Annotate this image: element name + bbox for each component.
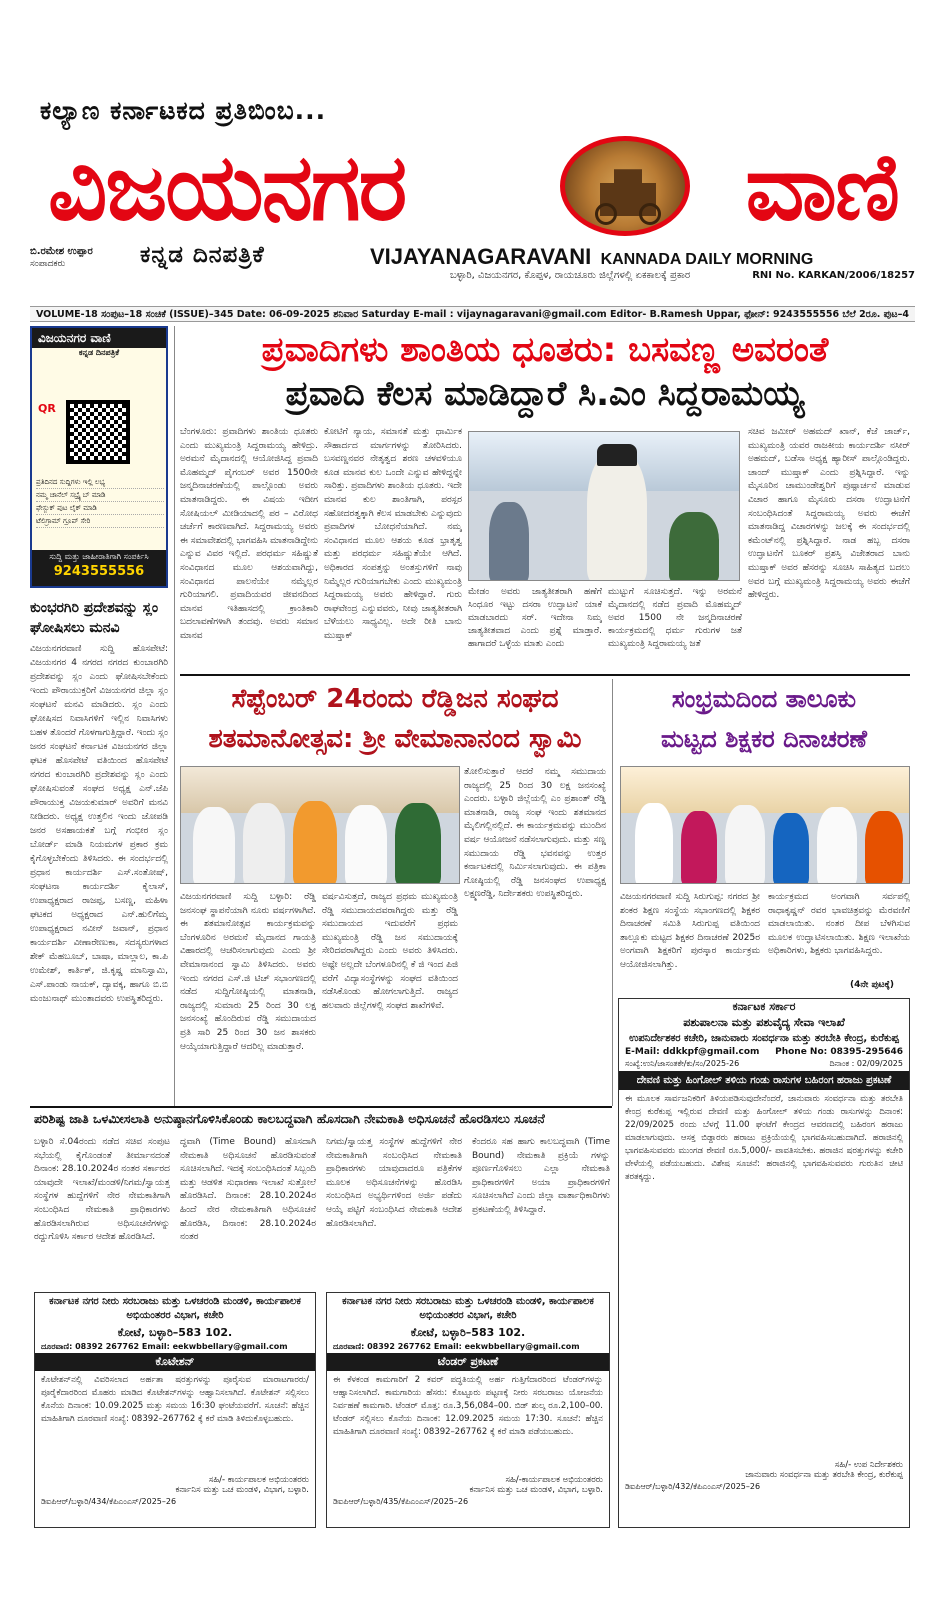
notice-ref-number: ಸಂಖ್ಯೆ:ಉನಿ/ಜಾಸಂತಕೇ/ಕು/ಸಂ/2025-26 [625, 1059, 740, 1068]
story2-photo [180, 766, 460, 884]
lead-photo [468, 431, 740, 581]
lead-photo-caption-continued: ಮುಟ್ಟುಗೆ ಸೂಚಿಸುತ್ತದೆ. ಇನ್ನು ಅರಮನೆ ಮೈದಾನದಲ್ಲಿ ನಡೆದ ಪ್ರವಾದಿ ಮೊಹಮ್ಮದ್ ಅವರ 1500 ನೇ ಜನ್ಮದಿನಾಚರಣೆ ಕಾರ್ಯಕ್ರಮದಲ್ಲಿ ಧರ್ಮ ಗುರುಗಳ ಜತೆ ಮುಖ್ಯಮಂತ್ರಿ ಸಿದ್ದರಾಮಯ್ಯ ಜತೆ [608, 587, 742, 649]
left-sidebar [30, 326, 168, 1242]
notice-b-title-bar: ಟೆಂಡರ್ ಪ್ರಕಟಣೆ [327, 1353, 609, 1371]
notice-title-bar: ದೇವಣಿ ಮತ್ತು ಹಿಂಗೋಲ್ ತಳಿಯ ಗಂಡು ರಾಸುಗಳ ಬಹಿರಂಗ ಹರಾಜು ಪ್ರಕಟಣೆ [619, 1071, 909, 1090]
promo-phone-number: 9243555556 [53, 564, 145, 579]
issue-info-bar: VOLUME-18 ಸಂಪುಟ–18 ಸಂಚಿಕೆ (ISSUE)–345 Date: 06-09-2025 ಶನಿವಾರ Saturday E-mail : vijaynagaravani@gmail.com Editor- B.Ramesh Uppar, ಫೋನ್: 9243555556 ಬೆಲೆ 2ರೂ. ಪುಟ–4 [30, 306, 915, 322]
masthead-title-right: ವಾಣಿ [745, 133, 898, 241]
story4-column-4: ಕೆಂದರೂ ಸಹ ಹಾಗು ಕಾಲಬದ್ಧವಾಗಿ (Time Bound) ನೇಮಕಾತಿ ಪ್ರಕ್ರಿಯೆ ಗಳನ್ನು ಪೂರ್ಣಗೊಳಿಸಲು ಎಲ್ಲಾ ನೇಮಕಾತಿ ಪ್ರಾಧಿಕಾರಗಳಿಗೆ ಅಯಾ ಪ್ರಾಧಿಕಾರಗಳಿಗೆ ಸೂಚಿಸಲಾಗಿದೆ ಎಂದು ಜಿಲ್ಲಾ ವಾರ್ತಾಧಿಕಾರಿಗಳು ಪ್ರಕಟಣೆಯಲ್ಲಿ ತಿಳಿಸಿದ್ದಾರೆ. [472, 1137, 610, 1215]
notice-a-header: ಕರ್ನಾಟಕ ನಗರ ನೀರು ಸರಬರಾಜು ಮತ್ತು ಒಳಚರಂಡಿ ಮಂಡಳಿ, ಕಾರ್ಯಪಾಲಕ ಅಭಿಯಂತರರ ವಿಭಾಗ, ಕಚೇರಿ [49, 1296, 301, 1321]
notice-a-signer: ಸಹಿ/- ಕಾರ್ಯಪಾಲಕ ಅಭಿಯಂತರರು [208, 1475, 309, 1485]
lead-headline-line1: ಪ್ರವಾದಿಗಳು ಶಾಂತಿಯ ಧೂತರು: ಬಸವಣ್ಣ ಅವರಂತೆ [261, 330, 829, 370]
lead-photo-caption: ಮೇಡಂ ಅವರು ಜಾತ್ಯತೀತರಾಗಿ ಹಣೆಗೆ ಸಿಂಧೂರ ಇಟ್ಟು ದಸರಾ ಉದ್ಘಾಟನೆ ಯಾಕೆ ಮಾಡಬಾರದು ಸರ್. ಇದೇನಾ ನಿಮ್ಮ ಜಾತ್ಯತೀತವಾದ ಎಂದು ಪ್ರಶ್ನೆ ಮಾಡ್ತಾರೆ. ಹಾಗಾದರೆ ಒಳ್ಳೆಯ ಮಾತು ಎಂದು [468, 587, 602, 649]
notice-body: ಈ ಮೂಲಕ ಸಾರ್ವಜನಿಕರಿಗೆ ತಿಳಿಯಪಡಿಸುವುದೇನೆಂದರೆ, ಜಾನುವಾರು ಸಂವರ್ಧನಾ ಮತ್ತು ತರಬೇತಿ ಕೇಂದ್ರ ಕುರೆಕುಪ್ಪ ಇಲ್ಲಿರುವ ದೇವಣಿ ಮತ್ತು ಹಿಂಗೋಲ್ ತಳಿಯ ಗಂಡು ರಾಸುಗಳನ್ನು ದಿನಾಂಕ: 22/09/2025 ರಂದು ಬೆಳಗ್ಗೆ 11.00 ಘಂಟೆಗೆ ಕೇಂದ್ರದ ಆವರಣದಲ್ಲಿ ಬಹಿರಂಗ ಹರಾಜು ಮಾಡಲಾಗುವುದು. ಆಸಕ್ತ ಬಿಡ್ದಾರರು ಹರಾಜು ಪ್ರಕ್ರಿಯೆಯಲ್ಲಿ ಭಾಗವಹಿಸಬಹುದಾಗಿದೆ. ಹರಾಜಿನಲ್ಲಿ ಭಾಗವಹಿಸುವವರು ಮುಂಗಡ ಠೇವಣಿ ರೂ.5,000/- ಪಾವತಿಸಬೇಕು. ಹರಾಜಿನ ಷರತ್ತುಗಳನ್ನು ಕಚೇರಿ ವೇಳೆಯಲ್ಲಿ ಪಡೆಯಬಹುದು. ವಿಶೇಷ ಸೂಚನೆ: ಹರಾಜಿನಲ್ಲಿ ಭಾಗವಹಿಸುವವರು ಗುರುತಿನ ಚೀಟಿ ತರತಕ್ಕದ್ದು. [625, 1094, 903, 1182]
rni-number: RNI No. KARKAN/2006/18257 [752, 270, 915, 281]
section-rule [180, 674, 910, 676]
livestock-auction-notice [618, 998, 910, 1528]
notice-office: ಉಪನಿರ್ದೇಶಕರ ಕಚೇರಿ, ಜಾನುವಾರು ಸಂವರ್ಧನಾ ಮತ್ತು ತರಬೇತಿ ಕೇಂದ್ರ, ಕುರೆಕುಪ್ಪ [629, 1033, 899, 1044]
qr-label: QR [38, 402, 56, 415]
notice-a-body: ಕೊಟೇಶನ್‌ನಲ್ಲಿ ವಿವರಿಸಲಾದ ಅರ್ಹತಾ ಷರತ್ತುಗಳನ್ನು ಪೂರೈಸುವ ಮಾರಾಟಗಾರರು/ಪೂರೈಕೆದಾರರಿಂದ ಮೊಹರು ಮಾಡಿದ ಕೊಟೇಶನ್‌ಗಳನ್ನು ಆಹ್ವಾನಿಸಲಾಗಿದೆ. ಕೊಟೇಶನ್ ಸಲ್ಲಿಸಲು ಕೊನೆಯ ದಿನಾಂಕ: 10.09.2025 ಮತ್ತು ಸಮಯ 16:30 ಘಂಟೆಯವರೆಗೆ. ಸೂಚನೆ: ಹೆಚ್ಚಿನ ಮಾಹಿತಿಗಾಗಿ ದೂರವಾಣಿ ಸಂಖ್ಯೆ: 08392–267762 ಕ್ಕೆ ಕರೆ ಮಾಡಿ ತಿಳಿದುಕೊಳ್ಳಬಹುದು. [41, 1375, 309, 1424]
notice-b-header: ಕರ್ನಾಟಕ ನಗರ ನೀರು ಸರಬರಾಜು ಮತ್ತು ಒಳಚರಂಡಿ ಮಂಡಳಿ, ಕಾರ್ಯಪಾಲಕ ಅಭಿಯಂತರರ ವಿಭಾಗ, ಕಚೇರಿ [342, 1296, 594, 1321]
english-masthead [370, 244, 813, 270]
quotation-notice [34, 1292, 316, 1528]
notice-contacts [619, 1047, 909, 1057]
promo-lines [36, 476, 164, 528]
promo-box [30, 326, 168, 588]
promo-line: ಟೆಲಿಗ್ರಾಮ್ ಗ್ರೂಪ್ ಸೇರಿ [36, 515, 164, 528]
story2-headline-line1: ಸೆಪ್ಟೆಂಬರ್ 24ರಂದು ರೆಡ್ಡಿಜನ ಸಂಘದ [231, 684, 559, 714]
side-story-body: ವಿಜಯನಗರವಾಣಿ ಸುದ್ದಿ ಹೊಸಪೇಟೆ: ವಿಜಯನಗರ 4 ನಗರದ ನಗರದ ಕುಂಬಾರಗಿರಿ ಪ್ರದೇಶವನ್ನು ಸ್ಲಂ ಎಂದು ಘೋಷಿಸಬೇಕೆಂದು ಇಂದು ಪೌರಾಯುಕ್ತರಿಗೆ ವಿಜಯನಗರ ಜಿಲ್ಲಾ ಸ್ಲಂ ಸಂಘಟನೆ ಮನವಿ ಮಾಡಿದರು. ಸ್ಲಂ ಎಂದು ಘೋಷಿಸದ ನಿವಾಸಿಗಳಿಗೆ ಇಲ್ಲಿನ ನಿವಾಸಿಗಳು ಬಹಳ ತೊಂದರೆ ಗೊಳಗಾಗುತ್ತಿದ್ದಾರೆ. ಇಂದು ಸ್ಲಂ ಜನರ ಸಂಘಟನೆ ಕರ್ನಾಟಕ ವಿಜಯನಗರ ಜಿಲ್ಲಾ ಘಟಕ ಹೊಸಪೇಟೆ ವತಿಯಿಂದ ಹೊಸಪೇಟೆ ನಗರದ ಕುಂಬಾರಗಿರಿ ಪ್ರದೇಶವನ್ನು ಸ್ಲಂ ಎಂದು ಘೋಷಿಸುವಂತೆ ಸಂಘದ ಅಧ್ಯಕ್ಷ ಎನ್.ಜೆಪಿ ಪೌರಾಯುಕ್ತ ವಿಜಯಕುಮಾರ್ ಅವರಿಗೆ ಮನವಿ ನೀಡಿದರು. ಅಧ್ಯಕ್ಷ ಉತ್ತಲಿನ ಇಂದು ಜೋಪಡಿ ಜನರ ಅಸಹಾಯಕತೆ ಬಗ್ಗೆ ಗಂಭೀರ ಸ್ಲಂ ಬೋರ್ಡ್ ಮಾಡಿ ನಿಯಮಗಳ ಪ್ರಕಾರ ಕ್ರಮ ಕೈಗೊಳ್ಳಬೇಕೆಂದು ತಿಳಿಸಿದರು. ಈ ಸಂದರ್ಭದಲ್ಲಿ ಪ್ರಧಾನ ಕಾರ್ಯದರ್ಶಿ ಎಸ್.ಸಂತೋಷ್, ಸಂಘಟನಾ ಕಾರ್ಯದರ್ಶಿ ಕೈಲಾಸ್, ಉಪಾಧ್ಯಕ್ಷರಾದ ರಾಜಪ್ಪ, ಬಸಣ್ಣ, ಮಹಿಳಾ ಘಟಕದ ಅಧ್ಯಕ್ಷರಾದ ಎನ್.ಹುಲಿಗೆಮ್ಮ ಉಪಾಧ್ಯಕ್ಷರಾದ ನವೀನ್ ಜವಾನ್, ಪ್ರಧಾನ ಕಾರ್ಯದರ್ಶಿ ವೀಣಾರೇಣುಕಾ, ಸದಸ್ಯರುಗಳಾದ ಶೇಕ್ ಮೆಹಬೂಬ್, ಬಾಷಾ, ಮಾಲ್ಲಾಲ, ಕಾ.ಪಿ ಉಮೇಶ್, ಕಾರ್ತಿಕ್, ಜಿ.ಕೃಷ್ಣ ಮಾನಿಸ್ವಾಮಿ, ಎಸ್.ಪಾಂಡು ನಾಯಕ್, ದ್ಯಾವಕ್ಕ, ಹಾಗೂ ಬಿ.ಬಿ ಮಂಜುನಾಥ್ ಮುಂತಾದವರು ಉಪಸ್ಥಿತರಿದ್ದರು. [30, 644, 168, 1004]
masthead-subrow [30, 242, 915, 286]
promo-line: ಪ್ರತಿದಿನದ ಸುದ್ದಿಗಳು ಇಲ್ಲಿ ಲಭ್ಯ [36, 476, 164, 489]
lead-headline-line2: ಪ್ರವಾದಿ ಕೆಲಸ ಮಾಡಿದ್ದಾರೆ ಸಿ.ಎಂ ಸಿದ್ದರಾಮಯ್ಯ [285, 374, 805, 414]
lead-headline [180, 328, 910, 416]
story2-headline-line2: ಶತಮಾನೋತ್ಸವ: ಶ್ರೀ ವೇಮಾನಾನಂದ ಸ್ವಾಮಿ [208, 724, 582, 754]
qr-code-icon[interactable] [66, 400, 130, 464]
story2-headline [180, 679, 610, 759]
circulation-regions: ಬಳ್ಳಾರಿ, ವಿಜಯನಗರ, ಕೊಪ್ಪಳ, ರಾಯಚೂರು ಜಿಲ್ಲೆಗಳಲ್ಲಿ ಏಕಕಾಲಕ್ಕೆ ಪ್ರಕಾರ [450, 270, 691, 281]
notice-b-address: ಕೋಟೆ, ಬಳ್ಳಾರಿ–583 102. [410, 1326, 526, 1339]
notice-b-contact: ದೂರವಾಣಿ: 08392 267762 Email: eekwbbellary@gmail.com [333, 1342, 580, 1351]
story2-column-3: ತೋಲಿಸುತ್ತಾರೆ ಆದರೆ ನಮ್ಮ ಸಮುದಾಯ ರಾಜ್ಯದಲ್ಲಿ 25 ರಿಂದ 30 ಲಕ್ಷ ಜನಸಂಖ್ಯೆ ಎಂದರು. ಬಳ್ಳಾರಿ ಜಿಲ್ಲೆಯಲ್ಲಿ ಎಂ ಪ್ರಶಾಂತ್ ರೆಡ್ಡಿ ಮಾತನಾಡಿ, ರಾಜ್ಯ ಸಂಘ ಇಂದು ಶತಮಾನದ ಮೈಲಿಗಲ್ಲಿನಲ್ಲಿದೆ. ಈ ಕಾರ್ಯಕ್ರಮವನ್ನು ಮುಂದಿನ ವರ್ಷ ಆಯೋಜನೆ ನಡೆಸಲಾಗುವುದು. ಮತ್ತು ಸಣ್ಣ ಸಮುದಾಯ ರೆಡ್ಡಿ ಭವನವನ್ನು ಉತ್ತರ ಕರ್ನಾಟಕದಲ್ಲಿ ನಿರ್ಮಿಸಲಾಗುವುದು. ಈ ಪತ್ರಿಕಾ ಗೋಷ್ಠಿಯಲ್ಲಿ ರೆಡ್ಡಿ ಜನಸಂಘದ ಉಪಾಧ್ಯಕ್ಷ ಲಕ್ಷ್ಮಣರೆಡ್ಡಿ, ನಿರ್ದೇಶಕರು ಉಪಸ್ಥಿತರಿದ್ದರು. [464, 767, 606, 900]
lead-column-1: ಬೆಂಗಳೂರು: ಪ್ರವಾದಿಗಳು ಶಾಂತಿಯ ಧೂತರು ಎಂದು ಮುಖ್ಯಮಂತ್ರಿ ಸಿದ್ದರಾಮಯ್ಯ ಹೇಳಿದ್ರು. ಅರಮನೆ ಮೈದಾನದಲ್ಲಿ ಆಯೋಜಿಸಿದ್ದ ಪ್ರವಾದಿ ಮೊಹಮ್ಮದ್ ಪೈಗಂಬರ್ ಅವರ 1500ನೇ ಜನ್ಮದಿನಾಚರಣೆಯಲ್ಲಿ ಪಾಲ್ಗೊಂಡು ಅವರು ಮಾತನಾಡಿದ್ದರು. ಈ ವಿಷಯ ಇದೀಗ ಸೋಷಿಯಲ್ ಮೀಡಿಯಾದಲ್ಲಿ ಪರ – ವಿರೋಧ ಚರ್ಚೆಗೆ ಕಾರಣವಾಗಿದೆ. ಸಿದ್ದರಾಮಯ್ಯ ಅವರು ಈ ಸಮಾವೇಶದಲ್ಲಿ ಭಾಗವಹಿಸಿ ಮಾತನಾಡಿದ್ದೇನು ಎನ್ನುವ ವಿವರ ಇಲ್ಲಿದೆ. ಪರಧರ್ಮ ಸಹಿಷ್ಣುತೆ ಸಂವಿಧಾನದ ಮೂಲ ಆಶಯವಾಗಿದ್ದು, ಸಂವಿಧಾನದ ಪಾಲನೆಯೇ ನಮ್ಮೆಲ್ಲರ ಗುರಿಯಾಗಲಿ. ಪ್ರವಾದಿಯವರ ಜೀವನದಿಂದ ಮಾನವ ಇತಿಹಾಸದಲ್ಲಿ ಕ್ರಾಂತಿಕಾರಿ ಬದಲಾವಣೆಗಳಾಗಿ ತಂದವು. ಅವರು ಸಮಾನ ಮಾನವ [180, 427, 318, 641]
promo-subtitle: ಕನ್ನಡ ದಿನಪತ್ರಿಕೆ [78, 348, 120, 357]
editor-name: ಬಿ.ರಮೇಶ ಉಪ್ಪಾರ [30, 246, 93, 257]
tender-notice [326, 1292, 610, 1528]
notice-signer: ಸಹಿ/- ಉಪ ನಿರ್ದೇಶಕರು [834, 1460, 903, 1470]
masthead-tagline: ಕಲ್ಯಾಣ ಕರ್ನಾಟಕದ ಪ್ರತಿಬಿಂಬ... [40, 96, 327, 125]
notice-a-signer-office: ಕರ್ನಾನಿಸ ಮತ್ತು ಒಚ ಮಂಡಳಿ, ವಿಭಾಗ, ಬಳ್ಳಾರಿ. [175, 1485, 309, 1495]
side-story-headline: ಕುಂಭರಗಿರಿ ಪ್ರದೇಶವನ್ನು ಸ್ಲಂ ಘೋಷಿಸಲು ಮನವಿ [30, 600, 159, 636]
story2-column-1: ವಿಜಯನಗರವಾಣಿ ಸುದ್ದಿ ಬಳ್ಳಾರಿ: ರೆಡ್ಡಿ ಜನಸಂಘ ಸ್ಥಾಪನೆಯಾಗಿ ನೂರು ವರ್ಷಗಳಾಗಿವೆ. ಈ ಶತಮಾನೋತ್ಸವ ಕಾರ್ಯಕ್ರಮವನ್ನು ಬೆಂಗಳೂರಿನ ಅರಮನೆ ಮೈದಾನದ ಗಾಯತ್ರಿ ವಿಹಾರದಲ್ಲಿ ಆಚರಿಸಲಾಗುವುದು ಎಂದು ಶ್ರೀ ವೇಮಾನಾನಂದ ಸ್ವಾಮಿ ತಿಳಿಸಿದರು. ಅವರು ಇಂದು ನಗರದ ಎಸ್.ಜಿ ಟಿಚ್ ಸಭಾಂಗಣದಲ್ಲಿ ನಡೆದ ಸುದ್ದಿಗೋಷ್ಠಿಯಲ್ಲಿ ಮಾತನಾಡಿ, ರಾಜ್ಯದಲ್ಲಿ ಸುಮಾರು 25 ರಿಂದ 30 ಲಕ್ಷ ಜನಸಂಖ್ಯೆ ಹೊಂದಿರುವ ರೆಡ್ಡಿ ಸಮುದಾಯದ ಪ್ರತಿ ಸಾರಿ 25 ರಿಂದ 30 ಜನ ಶಾಸಕರು ಆಯ್ಕೆಯಾಗುತ್ತಿದ್ದಾರೆ ಆದರಿಲ್ಲ ಮಾಡುತ್ತಾರೆ. [180, 892, 316, 1052]
promo-title: ವಿಜಯನಗರ ವಾಣಿ [32, 328, 166, 348]
notice-email: E-Mail: ddkkpf@gmail.com [625, 1047, 760, 1057]
section-rule [30, 1106, 612, 1108]
notice-phone: Phone No: 08395-295646 [775, 1047, 903, 1057]
story3-column-2: ಕಾರ್ಯಕ್ರಮದ ಅಂಗವಾಗಿ ಸರ್ವಪಲ್ಲಿ ರಾಧಾಕೃಷ್ಣನ್ ರವರ ಭಾವಚಿತ್ರವನ್ನು ಮೆರವಣಿಗೆ ಮಾಡಲಾಯಿತು. ನಂತರ ದೀಪ ಬೆಳಗಿಸುವ ಮೂಲಕ ಉದ್ಘಾಟಿಸಲಾಯಿತು. ಶಿಕ್ಷಣ ಇಲಾಖೆಯ ಅಧಿಕಾರಿಗಳು, ಶಿಕ್ಷಕರು ಭಾಗವಹಿಸಿದ್ದರು. [768, 892, 910, 957]
lead-column-2: ಕೋಟಿಗೆ ನ್ಯಾಯ, ಸಮಾನತೆ ಮತ್ತು ಧಾರ್ಮಿಕ ಸೌಹಾರ್ದದ ಮಾರ್ಗಗಳನ್ನು ತೋರಿಸಿದರು. ಬಸವಣ್ಣನವರ ನೇತೃತ್ವದ ಶರಣ ಚಳವಳಿಯೂ ಕೂಡ ಮಾನವ ಕುಲ ಒಂದೇ ಎನ್ನುವ ಹೇಳಿದ್ದನ್ನೇ ಸಾರಿತ್ತು. ಪ್ರವಾದಿಗಳು ಶಾಂತಿಯ ಧೂತರು. ಇದೇ ಮಾನವ ಕುಲ ಶಾಂತಿಗಾಗಿ, ಪರಸ್ಪರ ಸಹೋದರತ್ವಕ್ಕಾಗಿ ಕೆಲಸ ಮಾಡಬೇಕು ಎನ್ನುವುದು ಪ್ರವಾದಿಗಳ ಬೋಧನೆಯಾಗಿದೆ. ನಮ್ಮ ಸಂವಿಧಾನದ ಮೂಲ ಆಶಯ ಕೂಡ ಭ್ರಾತೃತ್ವ ಮತ್ತು ಪರಧರ್ಮ ಸಹಿಷ್ಣುತೆಯೇ ಆಗಿದೆ. ಅಧಿಕಾರದ ಸಂಪತ್ತನ್ನು ಅಂತಸ್ತುಗಳಿಗೆ ನಾವು ನಿಮ್ಮೆಲ್ಲರ ಗುರಿಯಾಗಬೇಕು ಎಂದು ಮುಖ್ಯಮಂತ್ರಿ ಸಿದ್ದರಾಮಯ್ಯ ಅವರು ಹೇಳಿದ್ದಾರೆ. ಗುರು ರಾಘವೇಂದ್ರ ಎನ್ನುವವರು, ನೀವು ಜಾತ್ಯತೀತರಾಗಿ ಬೆಳೆಯಲು ಸಾಧ್ಯವಿಲ್ಲ. ಅದೇ ರೀತಿ ಬಾನು ಮುಷ್ತಾಕ್ [324, 427, 462, 641]
english-subtitle: KANNADA DAILY MORNING [600, 251, 814, 268]
story2-column-2: ವರ್ಷವಿಸುತ್ತದೆ, ರಾಜ್ಯದ ಪ್ರಥಮ ಮುಖ್ಯಮಂತ್ರಿ ರೆಡ್ಡಿ ಸಮುದಾಯದವರಾಗಿದ್ದರು ಮತ್ತು ರೆಡ್ಡಿ ಸಮುದಾಯದ ಇದುವರೆಗೆ ಪ್ರಥಮ ಮುಖ್ಯಮಂತ್ರಿ ರೆಡ್ಡಿ ಜನ ಸಮುದಾಯಕ್ಕೆ ಸೇರಿದವರಾಗಿದ್ದರು ಎಂದು ಅವರು ತಿಳಿಸಿದರು. ಅಷ್ಟೇ ಅಲ್ಲದೇ ಬೆಂಗಳೂರಿನಲ್ಲಿ ಕೆ ಜಿ ಇಂದ ಪಿಜಿ ವರೆಗೆ ವಿದ್ಯಾಸಂಸ್ಥೆಗಳನ್ನು ಸಂಘದ ವತಿಯಿಂದ ನಡೆಸಿಕೊಂಡು ಹೋಗಲಾಗುತ್ತಿದೆ. ರಾಜ್ಯದ ಹಲವಾರು ಜಿಲ್ಲೆಗಳಲ್ಲಿ ಸಂಘದ ಶಾಖೆಗಳಿವೆ. [322, 892, 458, 1011]
notice-state: ಕರ್ನಾಟಕ ಸರ್ಕಾರ [732, 1000, 796, 1013]
promo-phone-label: ಸುದ್ದಿ ಮತ್ತು ಜಾಹೀರಾತಿಗಾಗಿ ಸಂಪರ್ಕಿಸಿ [49, 552, 149, 561]
story4-column-2: ದ್ಧವಾಗಿ (Time Bound) ಹೊಸದಾಗಿ ನೇಮಕಾತಿ ಅಧಿಸೂಚನೆ ಹೊರಡಿಸುವಂತೆ ಸೂಚಿಸಲಾಗಿದೆ. ಇದಕ್ಕೆ ಸಂಬಂಧಿಸಿದಂತೆ ಸಿಬ್ಬಂದಿ ಮತ್ತು ಆಡಳಿತ ಸುಧಾರಣಾ ಇಲಾಖೆ ಸುತ್ತೋಲೆ ಹೊರಡಿಸಿದೆ. ದಿನಾಂಕ: 28.10.2024ರ ಹಿಂದೆ ನೇರ ನೇಮಕಾತಿಗಾಗಿ ಅಧಿಸೂಚನೆ ಹೊರಡಿಸಿ, ದಿನಾಂಕ: 28.10.2024ರ ನಂತರ [180, 1137, 316, 1243]
notice-a-address: ಕೋಟೆ, ಬಳ್ಳಾರಿ–583 102. [117, 1326, 233, 1339]
continued-marker: (4ನೇ ಪುಟಕ್ಕೆ) [850, 980, 895, 990]
notice-a-title-bar: ಕೊಟೇಶನ್ [35, 1353, 315, 1371]
story3-photo [620, 766, 910, 884]
story3-headline-line1: ಸಂಭ್ರಮದಿಂದ ತಾಲೂಕು [671, 685, 857, 713]
notice-ref-row [619, 1057, 909, 1071]
notice-b-code: ಡಿಐಪಿಆರ್/ಬಳ್ಳಾರಿ/435/ಕೆಪಿಎಂಎಸ್/2025–26 [333, 1497, 469, 1506]
column-divider [174, 326, 175, 1106]
promo-phone-block [32, 550, 166, 586]
notice-b-signer-office: ಕರ್ನಾನಿಸ ಮತ್ತು ಒಚ ಮಂಡಳಿ, ವಿಭಾಗ, ಬಳ್ಳಾರಿ. [469, 1485, 603, 1495]
masthead-title-left: ವಿಜಯನಗರ [48, 133, 406, 241]
promo-line: ಫೇಸ್ಬುಕ್ ಪುಟ ಲೈಕ್ ಮಾಡಿ [36, 502, 164, 515]
notice-signer-office: ಜಾನುವಾರು ಸಂವರ್ಧನಾ ಮತ್ತು ತರಬೇತಿ ಕೇಂದ್ರ, ಕುರೆಕುಪ್ಪ [745, 1470, 903, 1480]
story3-headline [618, 679, 910, 759]
lead-column-4: ಸಚಿವ ಜಮೀರ್ ಅಹಮದ್ ಖಾನ್, ಕೆಜೆ ಜಾರ್ಜ್, ಮುಖ್ಯಮಂತ್ರಿ ಯವರ ರಾಜಕೀಯ ಕಾರ್ಯದರ್ಶಿ ನಸೀರ್ ಅಹಮದ್, ಬಡೆಸಾ ಅಧ್ಯಕ್ಷ ಹ್ಯಾರೀಸ್ ಪಾಲ್ಗೊಂಡಿದ್ದರು. ಚಾಂದ್ ಮುಷ್ತಾಕ್ ಎಂದು ಪ್ರಶ್ನಿಸಿದ್ದಾರೆ. ಇನ್ನು ಮೈಸೂರಿನ ಚಾಮುಂಡೇಶ್ವರಿಗೆ ಪುಷ್ಪಾರ್ಚನೆ ಮಾಡುವ ವಿಚಾರ ಹಾಗೂ ಮೈಸೂರು ದಸರಾ ಉದ್ಘಾಟನೆಗೆ ಸಂಬಂಧಿಸಿದಂತೆ ಸಿದ್ದರಾಮಯ್ಯ ಅವರು ಈಚೆಗೆ ಮಾತನಾಡಿದ್ದ ವಿಚಾರಗಳನ್ನು ಜಲಕ್ಕೆ ಈ ಸಂದರ್ಭದಲ್ಲಿ ಕಮೆಂಟ್‌ನಲ್ಲಿ ಪ್ರಶ್ನಿಸಿದ್ದಾರೆ. ನಾಡ ಹಬ್ಬ ದಸರಾ ಉದ್ಘಾಟನೆಗೆ ಬೂಕರ್ ಪ್ರಶಸ್ತಿ ವಿಜೇತರಾದ ಬಾನು ಮುಷ್ತಾಕ್ ಅವರ ಹೆಸರನ್ನು ಸೂಚಿಸಿ ಸಾಹಿತ್ಯದ ಬದಲು ಅವರ ಬಗ್ಗೆ ಮುಖ್ಯಮಂತ್ರಿ ಸಿದ್ದರಾಮಯ್ಯ ಅವರು ಈಚೆಗೆ ಹೇಳಿದ್ದರು. [748, 427, 910, 601]
column-divider [612, 679, 613, 1106]
story3-headline-line2: ಮಟ್ಟದ ಶಿಕ್ಷಕರ ದಿನಾಚರಣೆ [661, 725, 867, 753]
notice-a-code: ಡಿಐಪಿಆರ್/ಬಳ್ಳಾರಿ/434/ಕೆಪಿಎಂಎಸ್/2025–26 [41, 1497, 177, 1506]
story4-column-1: ಬಳ್ಳಾರಿ ಸೆ.04ರಂದು ನಡೆದ ಸಚಿವ ಸಂಪುಟ ಸಭೆಯಲ್ಲಿ ಕೈಗೊಂಡಂತೆ ತೀರ್ಮಾನದಂತೆ ದಿನಾಂಕ: 28.10.2024ರ ನಂತರ ಸರ್ಕಾರದ ಯಾವುದೇ ಇಲಾಖೆ/ಮಂಡಳಿ/ನಿಗಮ/ಸ್ವಾಯತ್ತ ಸಂಸ್ಥೆಗಳ ಹುದ್ದೆಗಳಿಗೆ ನೇರ ನೇಮಕಾತಿಗಾಗಿ ಸಂಬಂಧಿಸಿದ ನೇಮಕಾತಿ ಪ್ರಾಧಿಕಾರಗಳು ಹೊರಡಿಸಲಾಗಿರುವ ಅಧಿಸೂಚನೆಗಳನ್ನು ರದ್ದುಗೊಳಿಸಿ ಸರ್ಕಾರ ಆದೇಶ ಹೊರಡಿಸಿದೆ. [34, 1137, 170, 1243]
newspaper-page [30, 96, 915, 1536]
kannada-daily-label: ಕನ್ನಡ ದಿನಪತ್ರಿಕೆ [140, 242, 265, 268]
notice-b-signer: ಸಹಿ/-ಕಾರ್ಯಪಾಲಕ ಅಭಿಯಂತರರು [505, 1475, 603, 1485]
notice-department: ಪಶುಪಾಲನಾ ಮತ್ತು ಪಶುವೈದ್ಯ ಸೇವಾ ಇಲಾಖೆ [683, 1016, 845, 1029]
notice-a-contact: ದೂರವಾಣಿ: 08392 267762 Email: eekwbbellary@gmail.com [41, 1342, 288, 1351]
notice-code: ಡಿಐಪಿಆರ್/ಬಳ್ಳಾರಿ/432/ಕೆಪಿಎಂಎಸ್/2025–26 [625, 1482, 761, 1491]
notice-b-body: ಈ ಕೆಳಕಂಡ ಕಾಮಗಾರಿಗೆ 2 ಕವರ್ ಪದ್ಧತಿಯಲ್ಲಿ ಅರ್ಹ ಗುತ್ತಿಗೆದಾರರಿಂದ ಟೆಂಡರ್‌ಗಳನ್ನು ಆಹ್ವಾನಿಸಲಾಗಿದೆ. ಕಾಮಗಾರಿಯ ಹೆಸರು: ಕೊಟ್ಟೂರು ಪಟ್ಟಣಕ್ಕೆ ನೀರು ಸರಬರಾಜು ಯೋಜನೆಯ ನಿರ್ವಹಣೆ ಕಾಮಗಾರಿ. ಟೆಂಡರ್ ಮೊತ್ತ: ರೂ.3,56,084–00. ಬಿಡ್ ಶುಲ್ಕ ರೂ.2,100–00. ಟೆಂಡರ್ ಸಲ್ಲಿಸಲು ಕೊನೆಯ ದಿನಾಂಕ: 12.09.2025 ಸಮಯ 17:30. ಸೂಚನೆ: ಹೆಚ್ಚಿನ ಮಾಹಿತಿಗಾಗಿ ದೂರವಾಣಿ ಸಂಖ್ಯೆ: 08392–267762 ಕ್ಕೆ ಕರೆ ಮಾಡಿ ಪಡೆಯಬಹುದು. [333, 1375, 603, 1437]
story3-column-1: ವಿಜಯನಗರವಾಣಿ ಸುದ್ದಿ ಸಿರುಗುಪ್ಪ: ನಗರದ ಶ್ರೀ ಶಂಕರ ಶಿಕ್ಷಣ ಸಂಸ್ಥೆಯ ಸಭಾಂಗಣದಲ್ಲಿ ಶಿಕ್ಷಕರ ದಿನಾಚರಣೆ ಸಮಿತಿ ಸಿರುಗುಪ್ಪ ವತಿಯಿಂದ ತಾಲ್ಲೂಕು ಮಟ್ಟದ ಶಿಕ್ಷಕರ ದಿನಾಚರಣೆ 2025ರ ಅಂಗವಾಗಿ ಶಿಕ್ಷಕರಿಗೆ ಪುರಸ್ಕಾರ ಕಾರ್ಯಕ್ರಮ ಆಯೋಜಿಸಲಾಗಿತ್ತು. [620, 892, 760, 970]
story4-headline: ಪರಿಶಿಷ್ಟ ಜಾತಿ ಒಳಮೀಸಲಾತಿ ಅನುಷ್ಠಾನಗೊಳಿಸಿಕೊಂಡು ಕಾಲಬದ್ಧವಾಗಿ ಹೊಸದಾಗಿ ನೇಮಕಾತಿ ಅಧಿಸೂಚನೆ ಹೊರಡಿಸಲು ಸೂಚನೆ [34, 1111, 545, 1126]
notice-date: ದಿನಾಂಕ : 02/09/2025 [829, 1059, 903, 1068]
editor-role: ಸಂಪಾದಕರು [30, 259, 66, 269]
hampi-chariot-emblem [560, 136, 690, 236]
story4-column-3: ನಿಗಮ/ಸ್ವಾಯತ್ತ ಸಂಸ್ಥೆಗಳ ಹುದ್ದೆಗಳಿಗೆ ನೇರ ನೇಮಕಾತಿಗಾಗಿ ಸಂಬಂಧಿಸಿದ ನೇಮಕಾತಿ ಪ್ರಾಧಿಕಾರಗಳು ಯಾವುದಾದರೂ ಪತ್ರಿಕೆಗಳ ಮೂಲಕ ಅಧಿಸೂಚನೆಗಳನ್ನು ಹೊರಡಿಸಿ ಸಂಬಂಧಿಸಿದ ಅಭ್ಯರ್ಥಿಗಳಿಂದ ಅರ್ಜಿ ಪಡೆದು ಆಯ್ಕೆ ಪಟ್ಟಿಗೆ ಸಂಬಂಧಿಸಿದ ನೇಮಕಾತಿ ಆದೇಶ ಹೊರಡಿಸಲಾಗಿದೆ. [326, 1137, 462, 1229]
english-name: VIJAYANAGARAVANI [370, 244, 592, 269]
promo-line: ನಮ್ಮ ಚಾನೆಲ್ ಸಬ್ಸ್ಕ್ರೈಬ್ ಮಾಡಿ [36, 489, 164, 502]
masthead-title [48, 132, 898, 242]
